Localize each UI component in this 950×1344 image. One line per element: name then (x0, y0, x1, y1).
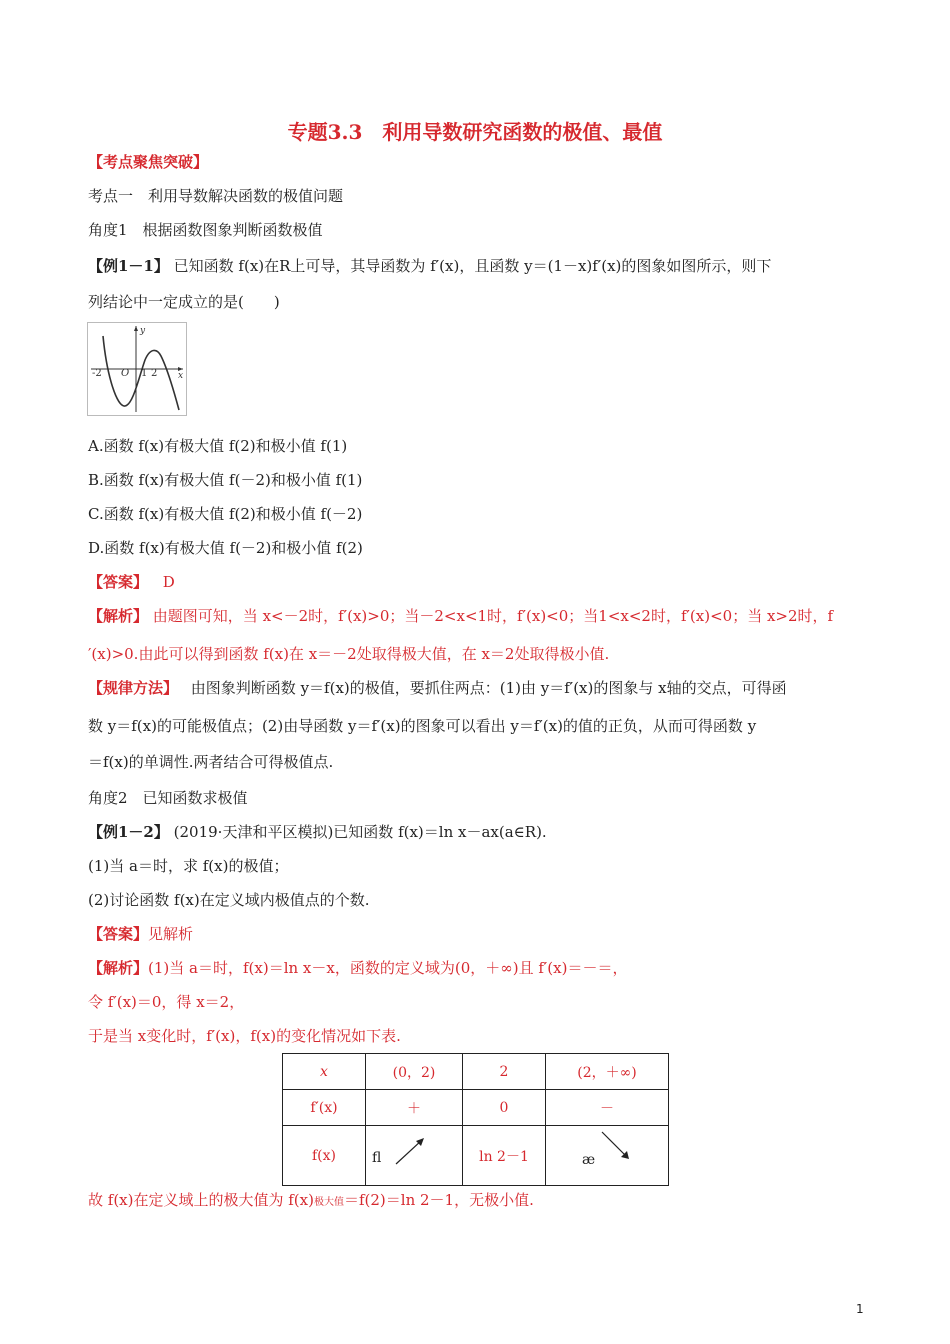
method-line-1 (88, 678, 787, 698)
analysis-label: 【解析】 (88, 607, 149, 625)
table-cell: f′(x) (283, 1090, 366, 1126)
table-cell: 2 (463, 1054, 546, 1090)
question-1: (1)当 a＝时，求 f(x)的极值； (88, 857, 289, 875)
section-header: 【考点聚焦突破】 (88, 153, 209, 171)
table-cell: 0 (463, 1090, 546, 1126)
analysis-2-line-3: 于是当 x变化时，f′(x)，f(x)的变化情况如下表. (88, 1027, 401, 1045)
example-text: 已知函数 f(x)在R上可导，其导函数为 f′(x)，且函数 y＝(1－x)f′(x)的图象如图所示，则下 (173, 257, 772, 275)
option-c: C.函数 f(x)有极大值 f(2)和极小值 f(－2) (88, 505, 363, 523)
graph-label-origin: O (121, 368, 130, 379)
method-text: 由图象判断函数 y＝f(x)的极值，要抓住两点：(1)由 y＝f′(x)的图象与 x轴的交点，可得函 (190, 679, 787, 697)
graph-label-neg2: -2 (92, 368, 102, 379)
example-1-stem-line-2: 列结论中一定成立的是( ) (88, 293, 280, 311)
decreasing-arrow-icon (598, 1128, 638, 1168)
question-2: (2)讨论函数 f(x)在定义域内极值点的个数. (88, 891, 370, 909)
answer-label: 【答案】 (88, 925, 149, 943)
answer-label: 【答案】 (88, 573, 149, 591)
table-row (283, 1126, 669, 1186)
answer-2 (88, 924, 193, 944)
table-cell: (0，2) (366, 1054, 463, 1090)
conclusion-text-end: ＝f(2)＝ln 2－1，无极小值. (343, 1191, 534, 1209)
derivative-graph (87, 322, 187, 416)
graph-label-y: y (140, 326, 146, 336)
decreasing-glyph: æ (582, 1152, 596, 1168)
option-b: B.函数 f(x)有极大值 f(－2)和极小值 f(1) (88, 471, 363, 489)
angle-heading-1: 角度1 根据函数图象判断函数极值 (88, 221, 323, 239)
table-cell: ＋ (366, 1090, 463, 1126)
analysis-1-line-1 (88, 606, 833, 626)
table-row (283, 1054, 669, 1090)
answer-1 (88, 572, 175, 592)
table-cell (546, 1126, 669, 1186)
analysis-label: 【解析】 (88, 959, 149, 977)
graph-label-x: x (178, 371, 184, 381)
table-cell (366, 1126, 463, 1186)
conclusion-subscript: 极大值 (313, 1197, 344, 1208)
method-line-3: ＝f(x)的单调性.两者结合可得极值点. (88, 753, 334, 771)
increasing-arrow-icon (390, 1132, 430, 1172)
example-text: (2019·天津和平区模拟)已知函数 f(x)＝ln x－ax(a∈R). (173, 823, 547, 841)
analysis-text: 由题图可知，当 x<－2时，f′(x)>0；当－2<x<1时，f′(x)<0；当1<x<2时，f′(x)<0；当 x>2时，f (152, 607, 834, 625)
analysis-text: (1)当 a＝时，f(x)＝ln x－x，函数的定义域为(0，＋∞)且 f′(x)＝－＝， (148, 959, 628, 977)
conclusion-text: 故 f(x)在定义域上的极大值为 f(x) (88, 1191, 314, 1209)
page-title: 专题3.3 利用导数研究函数的极值、最值 (287, 120, 663, 144)
example-label: 【例1－1】 (88, 257, 169, 275)
example-2-stem (88, 822, 547, 842)
analysis-1-line-2: ′(x)>0.由此可以得到函数 f(x)在 x＝－2处取得极大值，在 x＝2处取得极小值. (88, 645, 610, 663)
example-1-stem-line-1 (88, 256, 771, 276)
increasing-glyph: ﬂ (372, 1150, 382, 1166)
answer-value: D (162, 573, 175, 591)
table-cell: － (546, 1090, 669, 1126)
graph-label-2: 2 (151, 368, 158, 379)
page-number: 1 (856, 1302, 864, 1316)
table-cell: f(x) (283, 1126, 366, 1186)
table-cell: ln 2－1 (463, 1126, 546, 1186)
method-line-2: 数 y＝f(x)的可能极值点；(2)由导函数 y＝f′(x)的图象可以看出 y＝f′(x)的值的正负，从而可得函数 y (88, 717, 757, 735)
analysis-2-line-2: 令 f′(x)＝0，得 x＝2， (88, 993, 245, 1011)
answer-value: 见解析 (148, 925, 194, 943)
table-cell: x (283, 1054, 366, 1090)
graph-label-1: 1 (141, 368, 148, 379)
conclusion (88, 1190, 534, 1213)
point-heading: 考点一 利用导数解决函数的极值问题 (88, 187, 344, 205)
option-d: D.函数 f(x)有极大值 f(－2)和极小值 f(2) (88, 539, 363, 557)
example-label: 【例1－2】 (88, 823, 169, 841)
analysis-2-line-1 (88, 958, 627, 978)
angle-heading-2: 角度2 已知函数求极值 (88, 789, 248, 807)
table-row (283, 1090, 669, 1126)
method-label: 【规律方法】 (88, 679, 179, 697)
variation-table (282, 1053, 669, 1186)
option-a: A.函数 f(x)有极大值 f(2)和极小值 f(1) (88, 437, 348, 455)
table-cell: (2，＋∞) (546, 1054, 669, 1090)
